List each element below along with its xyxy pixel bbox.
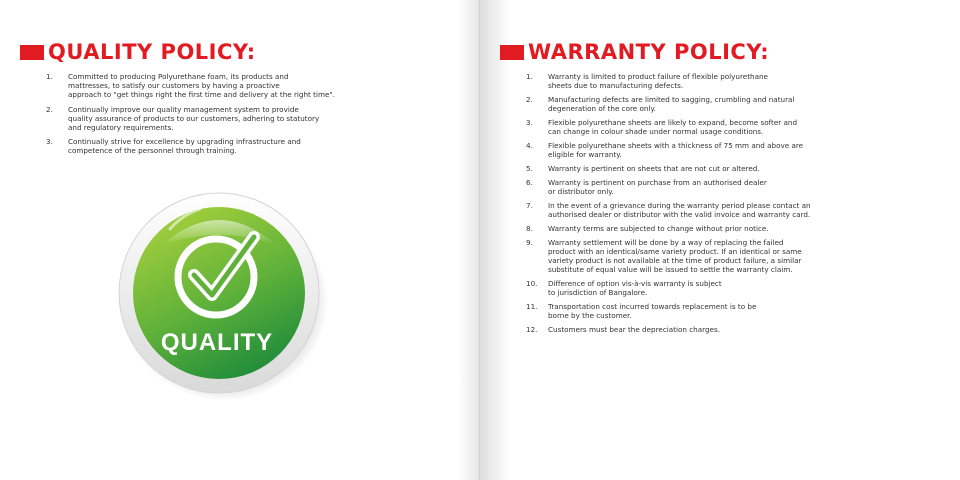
item-text: Warranty is limited to product failure of flexible polyurethane sheets due to manufacturing defects. [548, 72, 768, 91]
item-number: 6. [526, 177, 533, 187]
list-item [526, 95, 856, 113]
item-text: Customers must bear the depreciation charges. [548, 325, 720, 334]
item-number: 1. [46, 72, 53, 81]
item-text: Difference of option vis-à-vis warranty is subject to jurisdiction of Bangalore. [548, 279, 722, 298]
list-item [526, 178, 856, 196]
item-text: Continually improve our quality management system to provide quality assurance of products to our customers, adhering to statutory and regulatory requirements. [68, 104, 320, 133]
list-item [526, 238, 856, 275]
list-item [526, 279, 856, 297]
list-item [46, 137, 366, 155]
item-number: 8. [526, 223, 533, 233]
item-number: 3. [526, 118, 533, 127]
item-text: Committed to producing Polyurethane foam, its products and mattresses, to satisfy our customers by having a proactive approach to "get things right the first time and delivery at the right time". [68, 72, 335, 100]
list-item [526, 325, 856, 334]
item-text: In the event of a grievance during the warranty period please contact an authorised dealer or distributor with the valid invoice and warranty card. [548, 200, 811, 219]
list-item [526, 141, 856, 159]
item-number: 11. [526, 302, 538, 311]
quality-policy-title: QUALITY POLICY: [48, 40, 256, 64]
item-number: 9. [526, 237, 533, 247]
quality-policy-list [46, 72, 366, 161]
list-item [526, 118, 856, 136]
warranty-policy-page [480, 0, 960, 480]
item-number: 2. [46, 104, 53, 114]
item-text: Manufacturing defects are limited to sagging, crumbling and natural degeneration of the core only. [548, 95, 795, 114]
gutter-shadow [480, 0, 510, 480]
item-text: Warranty settlement will be done by a way of replacing the failed product with an identical/same variety product. If an identical or same variety product is not available at the time of product failure, a similar substitute of equal value will be issued to settle the warranty claim. [548, 237, 802, 275]
item-number: 3. [46, 137, 53, 147]
list-item [46, 72, 366, 100]
item-text: Transportation cost incurred towards replacement is to be borne by the customer. [548, 302, 757, 321]
warranty-policy-list [526, 72, 856, 339]
item-number: 12. [526, 325, 538, 334]
quality-policy-heading [20, 42, 256, 63]
item-text: Warranty is pertinent on purchase from an authorised dealer or distributor only. [548, 177, 767, 196]
item-number: 10. [526, 279, 538, 288]
list-item [46, 105, 366, 133]
item-text: Warranty is pertinent on sheets that are not cut or altered. [548, 164, 760, 173]
badge-label: QUALITY [160, 329, 274, 356]
item-text: Continually strive for excellence by upgrading infrastructure and competence of the personnel through training. [68, 137, 301, 156]
item-number: 4. [526, 141, 533, 150]
list-item [526, 164, 856, 173]
item-text: Flexible polyurethane sheets with a thickness of 75 mm and above are eligible for warranty. [548, 141, 804, 160]
list-item [526, 72, 856, 90]
list-item [526, 201, 856, 219]
warranty-policy-heading [500, 42, 769, 63]
item-number: 1. [526, 72, 533, 81]
item-number: 2. [526, 95, 533, 104]
gutter-shadow [458, 0, 480, 480]
item-text: Warranty terms are subjected to change without prior notice. [548, 223, 769, 233]
warranty-policy-title: WARRANTY POLICY: [528, 40, 770, 64]
heading-marker [500, 45, 524, 60]
list-item [526, 302, 856, 320]
item-text: Flexible polyurethane sheets are likely to expand, become softer and can change in colour shade under normal usage conditions. [548, 118, 798, 137]
item-number: 7. [526, 200, 533, 210]
item-number: 5. [526, 164, 533, 173]
list-item [526, 224, 856, 233]
heading-marker [20, 45, 44, 60]
quality-badge [112, 185, 328, 401]
